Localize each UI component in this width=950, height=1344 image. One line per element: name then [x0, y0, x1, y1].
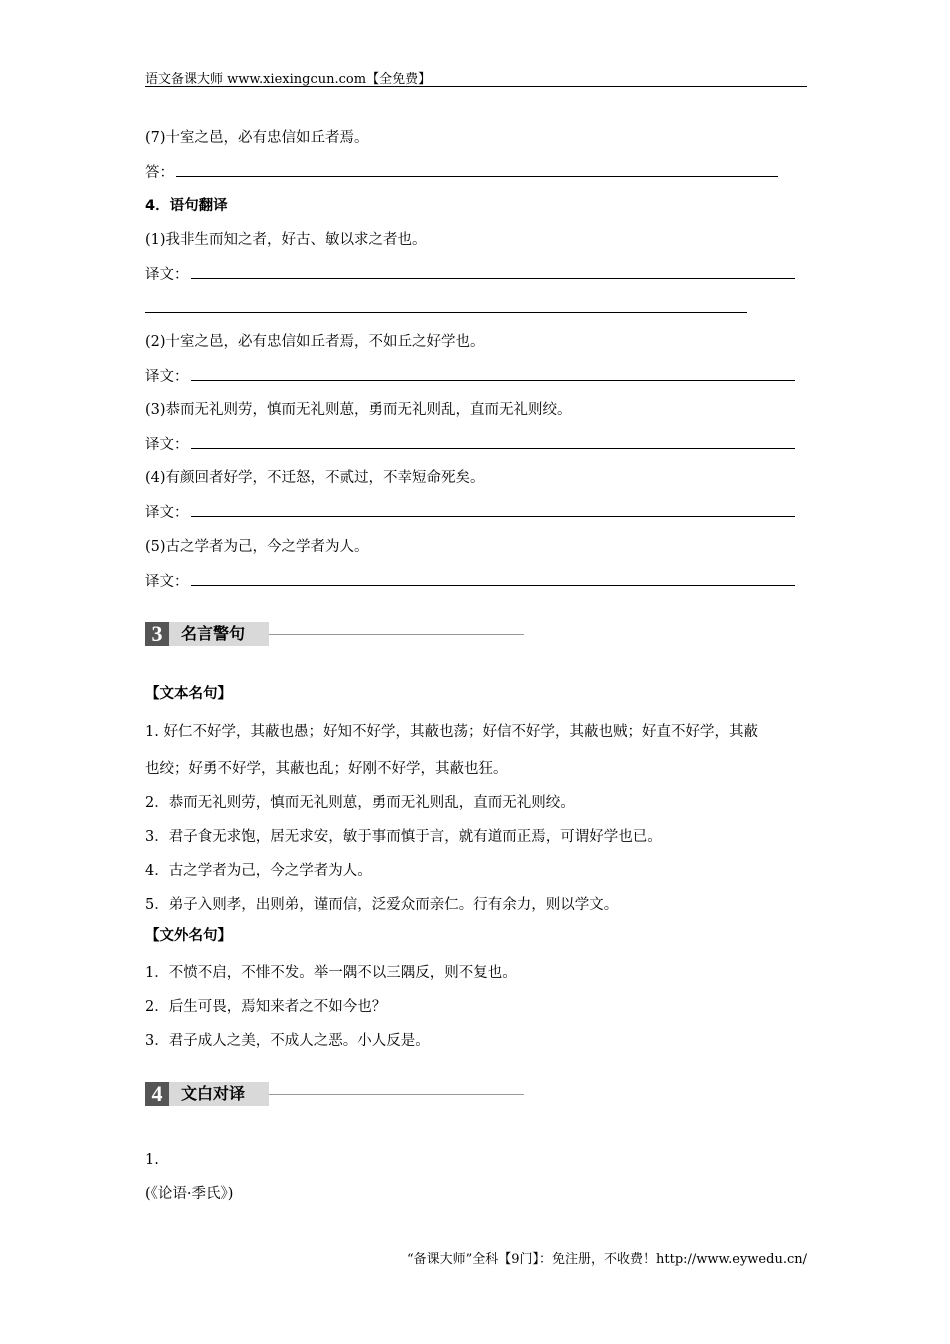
translate-blank[interactable] [191, 264, 795, 279]
famous-line: 3．君子食无求饱，居无求安，敏于事而慎于言，就有道而正焉，可谓好学也已。 [145, 829, 662, 845]
translate-blank[interactable] [191, 571, 795, 586]
translate-item-1: (1)我非生而知之者，好古、敏以求之者也。 [145, 232, 427, 248]
translate-item-2: (2)十室之邑，必有忠信如丘者焉，不如丘之好学也。 [145, 334, 485, 350]
translate-label: 译文： [145, 505, 189, 521]
translate-label: 译文： [145, 574, 189, 590]
outside-famous-line: 2．后生可畏，焉知来者之不如今也？ [145, 999, 387, 1015]
outside-famous-line: 3．君子成人之美，不成人之恶。小人反是。 [145, 1033, 430, 1049]
translate-answer-1 [145, 264, 795, 285]
answer-blank[interactable] [176, 162, 778, 177]
translate-label: 译文： [145, 437, 189, 453]
translate-answer-3 [145, 434, 795, 455]
answer-line [145, 162, 778, 183]
translate-answer-1-cont [145, 298, 747, 319]
translate-blank[interactable] [145, 298, 747, 313]
section-title: 文白对译 [169, 1082, 269, 1106]
translate-item-4: (4)有颜回者好学，不迁怒，不贰过，不幸短命死矣。 [145, 470, 485, 486]
question-7: (7)十室之邑，必有忠信如丘者焉。 [145, 130, 369, 146]
translate-answer-4 [145, 502, 795, 523]
translate-label: 译文： [145, 369, 189, 385]
translate-blank[interactable] [191, 366, 795, 381]
divider [269, 634, 524, 635]
outside-famous-heading: 【文外名句】 [145, 928, 232, 944]
translate-answer-2 [145, 366, 795, 387]
translate-item-3: (3)恭而无礼则劳，慎而无礼则葸，勇而无礼则乱，直而无礼则绞。 [145, 402, 572, 418]
text-famous-heading: 【文本名句】 [145, 686, 232, 702]
divider [269, 1094, 524, 1095]
section-4-heading [145, 1082, 525, 1106]
famous-line: 2．恭而无礼则劳，慎而无礼则葸，勇而无礼则乱，直而无礼则绞。 [145, 795, 575, 811]
translate-label: 译文： [145, 267, 189, 283]
famous-line: 4．古之学者为己，今之学者为人。 [145, 863, 372, 879]
section-title: 名言警句 [169, 622, 269, 646]
header-text: 语文备课大师 www.xiexingcun.com【全免费】 [145, 72, 432, 87]
famous-line: 5．弟子入则孝，出则弟，谨而信，泛爱众而亲仁。行有余力，则以学文。 [145, 897, 619, 913]
translate-heading: 4．语句翻译 [145, 198, 228, 214]
translate-blank[interactable] [191, 434, 795, 449]
translate-item-5: (5)古之学者为己，今之学者为人。 [145, 539, 369, 555]
section-number: 3 [145, 622, 169, 646]
page-header [145, 66, 807, 87]
outside-famous-line: 1．不愤不启，不悱不发。举一隅不以三隅反，则不复也。 [145, 965, 517, 981]
famous-line: 也绞；好勇不好学，其蔽也乱；好刚不好学，其蔽也狂。 [145, 761, 508, 777]
section-4-item-1: 1. [145, 1152, 159, 1168]
answer-label: 答： [145, 165, 174, 181]
page-footer: “备课大师”全科【9门】：免注册，不收费！http://www.eywedu.cn/ [406, 1252, 807, 1267]
section-number: 4 [145, 1082, 169, 1106]
famous-line: 1. 好仁不好学，其蔽也愚；好知不好学，其蔽也荡；好信不好学，其蔽也贼；好直不好学，其蔽 [145, 724, 758, 740]
translate-blank[interactable] [191, 502, 795, 517]
translate-answer-5 [145, 571, 795, 592]
section-3-heading [145, 622, 525, 646]
section-4-source: (《论语·季氏》) [145, 1186, 234, 1202]
